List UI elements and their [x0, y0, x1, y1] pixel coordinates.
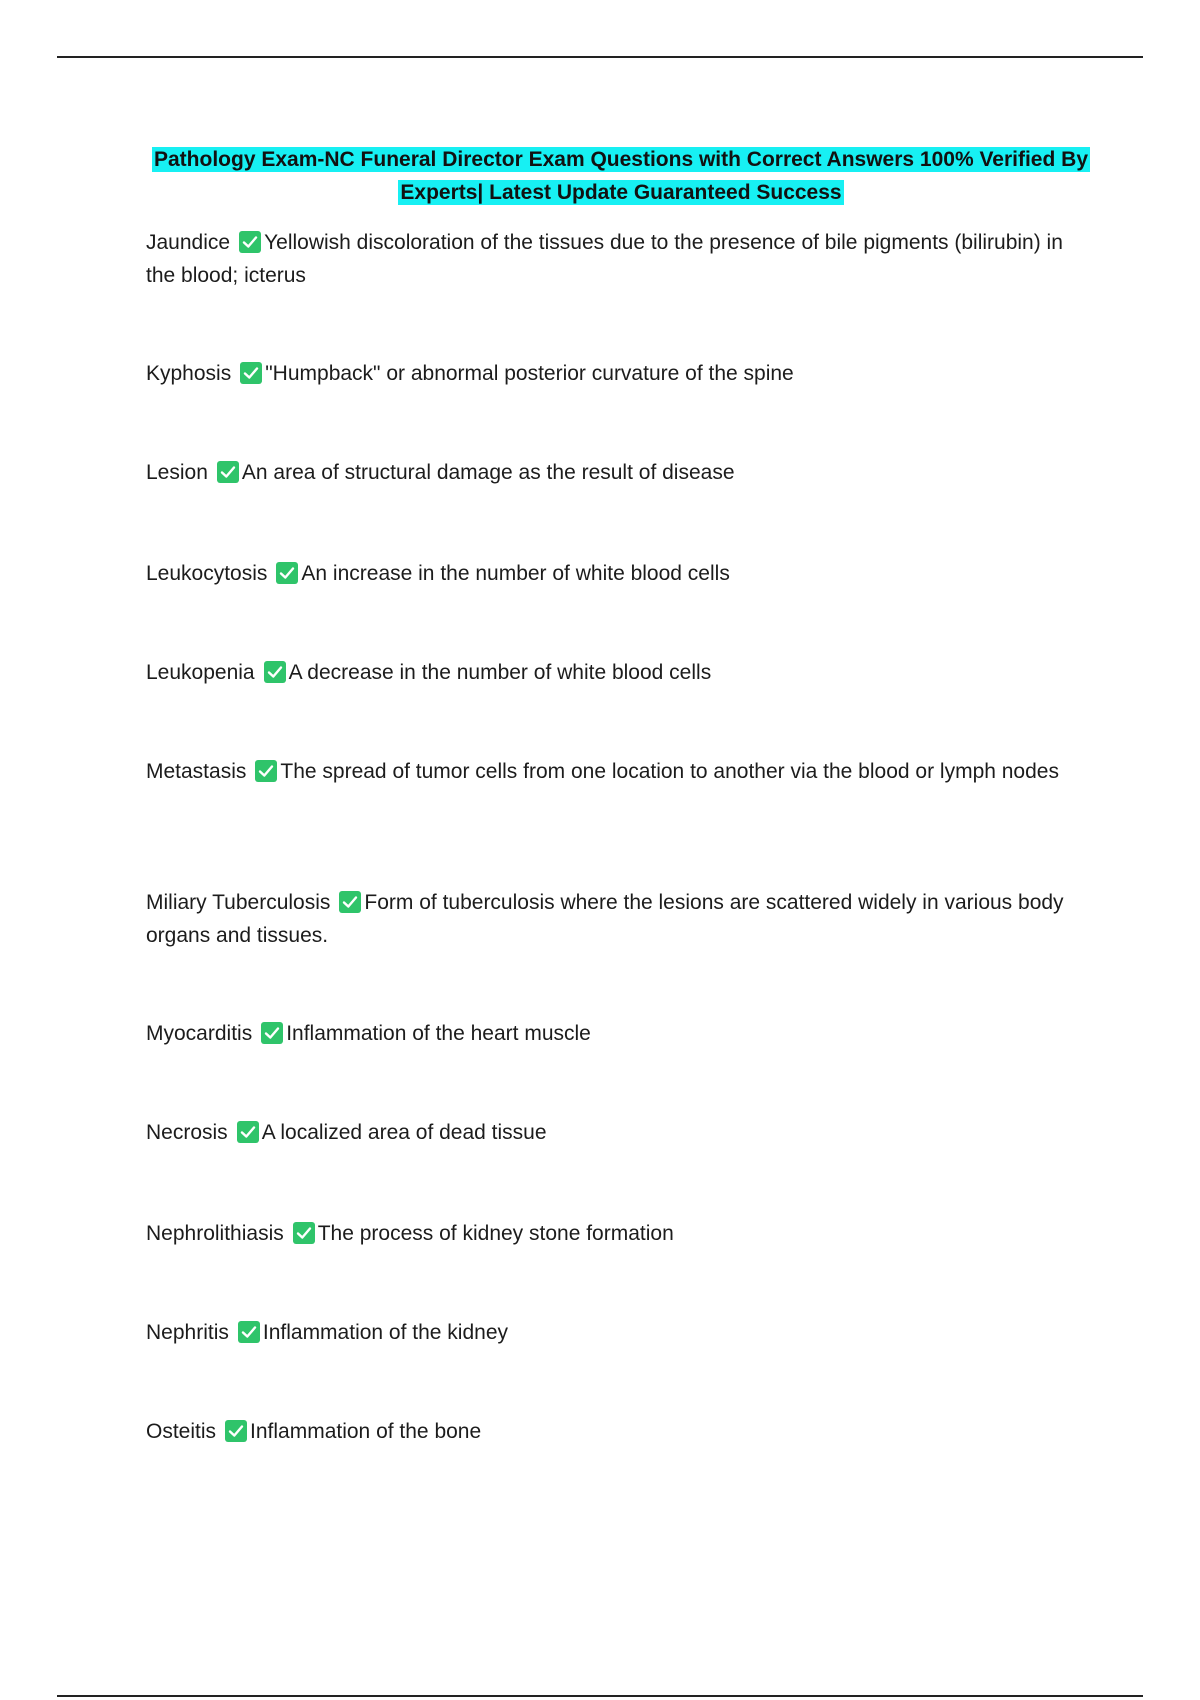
term: Metastasis — [146, 760, 247, 783]
definition: An increase in the number of white blood cells — [301, 562, 730, 585]
definition: Yellowish discoloration of the tissues due to the presence of bile pigments (bilirubin) in the blood; icterus — [146, 231, 1063, 287]
term: Jaundice — [146, 231, 231, 254]
check-mark-icon — [276, 562, 298, 584]
check-mark-icon — [255, 760, 277, 782]
definition: Inflammation of the heart muscle — [286, 1022, 591, 1045]
qa-item-lesion — [146, 457, 1086, 490]
qa-item-necrosis — [146, 1117, 1086, 1150]
check-mark-icon — [237, 1121, 259, 1143]
definition: Inflammation of the bone — [250, 1420, 482, 1443]
bottom-divider — [57, 1695, 1143, 1697]
check-mark-icon — [217, 461, 239, 483]
definition: An area of structural damage as the result of disease — [241, 461, 735, 484]
check-mark-icon — [339, 891, 361, 913]
term: Nephritis — [146, 1321, 229, 1344]
qa-item-kyphosis — [146, 358, 1086, 391]
qa-item-metastasis — [146, 756, 1086, 789]
definition: The spread of tumor cells from one location to another via the blood or lymph nodes — [280, 760, 1059, 783]
definition: "Humpback" or abnormal posterior curvature of the spine — [265, 362, 794, 385]
qa-item-osteitis — [146, 1416, 1086, 1449]
qa-item-nephritis — [146, 1317, 1086, 1350]
term: Kyphosis — [146, 362, 232, 385]
qa-item-miliary-tuberculosis — [146, 887, 1086, 952]
check-mark-icon — [261, 1022, 283, 1044]
term: Leukopenia — [146, 661, 255, 684]
term: Leukocytosis — [146, 562, 268, 585]
check-mark-icon — [240, 362, 262, 384]
qa-item-leukocytosis — [146, 558, 1086, 591]
check-mark-icon — [264, 661, 286, 683]
definition: Form of tuberculosis where the lesions are scattered widely in various body organs and tissues. — [146, 891, 1064, 947]
check-mark-icon — [225, 1420, 247, 1442]
check-mark-icon — [293, 1222, 315, 1244]
top-divider — [57, 56, 1143, 58]
qa-item-jaundice — [146, 227, 1086, 292]
term: Necrosis — [146, 1121, 228, 1144]
term: Osteitis — [146, 1420, 217, 1443]
qa-item-nephrolithiasis — [146, 1218, 1086, 1251]
page-title-text: Pathology Exam-NC Funeral Director Exam Questions with Correct Answers 100% Verified By Experts| Latest Update Guaranteed Success — [154, 148, 1088, 204]
check-mark-icon — [238, 1321, 260, 1343]
definition: Inflammation of the kidney — [262, 1321, 509, 1344]
check-mark-icon — [239, 231, 261, 253]
page-title — [146, 143, 1096, 209]
term: Lesion — [146, 461, 208, 484]
term: Myocarditis — [146, 1022, 253, 1045]
qa-item-myocarditis — [146, 1018, 1086, 1051]
qa-item-leukopenia — [146, 657, 1086, 690]
term: Nephrolithiasis — [146, 1222, 284, 1245]
term: Miliary Tuberculosis — [146, 891, 331, 914]
definition: A decrease in the number of white blood cells — [288, 661, 712, 684]
definition: A localized area of dead tissue — [261, 1121, 547, 1144]
definition: The process of kidney stone formation — [317, 1222, 674, 1245]
